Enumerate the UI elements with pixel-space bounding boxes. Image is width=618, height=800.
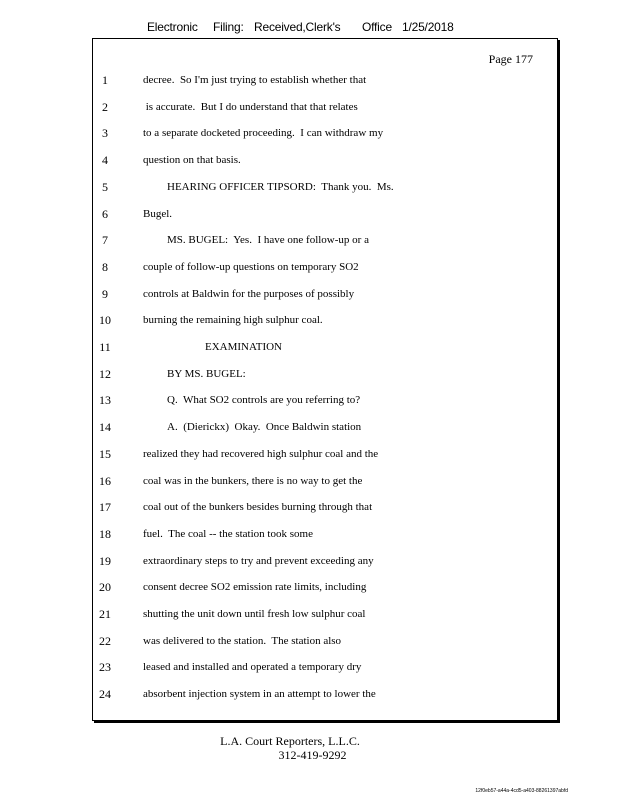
transcript-line: Bugel. (143, 208, 173, 220)
line-number: 10 (99, 313, 111, 327)
transcript-line: shutting the unit down until fresh low sulphur coal (143, 608, 366, 620)
transcript-line: BY MS. BUGEL: (167, 368, 246, 380)
line-number: 4 (102, 153, 108, 167)
line-number: 21 (99, 607, 111, 621)
page-footer (0, 734, 580, 762)
line-number: 19 (99, 554, 111, 568)
transcript-line: extraordinary steps to try and prevent exceeding any (143, 555, 374, 567)
filing-header-date: 1/25/2018 (402, 20, 454, 34)
line-number: 16 (99, 474, 111, 488)
page-number: Page 177 (488, 52, 533, 66)
line-number: 8 (102, 260, 108, 274)
transcript-line: realized they had recovered high sulphur coal and the (143, 448, 379, 460)
filing-header-office: Office (362, 20, 392, 34)
line-number: 15 (99, 447, 111, 461)
line-number: 2 (102, 100, 108, 114)
document-hash: 12f0eb57-a44a-4cd5-a403-88261397abfd (475, 788, 568, 794)
transcript-line: fuel. The coal -- the station took some (143, 528, 313, 540)
line-number: 22 (99, 634, 111, 648)
line-number: 9 (102, 287, 108, 301)
line-number: 13 (99, 393, 111, 407)
transcript-line: to a separate docketed proceeding. I can withdraw my (143, 127, 384, 139)
filing-header-filing: Filing: (213, 20, 244, 34)
transcript-line: couple of follow-up questions on temporary SO2 (143, 261, 359, 273)
electronic-filing-header (147, 20, 454, 34)
transcript-line: MS. BUGEL: Yes. I have one follow-up or a (167, 234, 369, 246)
line-number: 11 (99, 340, 111, 354)
transcript-line: question on that basis. (143, 154, 241, 166)
line-number: 12 (99, 367, 111, 381)
line-number: 17 (99, 500, 111, 514)
line-number: 24 (99, 687, 111, 701)
filing-header-received: Received,Clerk's (254, 20, 341, 34)
line-number: 20 (99, 580, 111, 594)
line-number: 14 (99, 420, 111, 434)
court-reporter-name: L.A. Court Reporters, L.L.C. (220, 734, 360, 748)
transcript-line: decree. So I'm just trying to establish whether that (143, 74, 367, 86)
line-number: 7 (102, 233, 108, 247)
line-number: 23 (99, 660, 111, 674)
transcript-line: absorbent injection system in an attempt to lower the (143, 688, 376, 700)
transcript-line: coal was in the bunkers, there is no way to get the (143, 475, 363, 487)
line-number: 6 (102, 207, 108, 221)
line-number: 1 (102, 73, 108, 87)
transcript-line: coal out of the bunkers besides burning through that (143, 501, 373, 513)
court-reporter-phone: 312-419-9292 (278, 748, 347, 762)
transcript-line: burning the remaining high sulphur coal. (143, 314, 323, 326)
transcript-line: consent decree SO2 emission rate limits, including (143, 581, 367, 593)
line-number: 3 (102, 126, 108, 140)
transcript-line: leased and installed and operated a temporary dry (143, 661, 362, 673)
transcript-line: A. (Dierickx) Okay. Once Baldwin station (167, 421, 362, 433)
line-number: 18 (99, 527, 111, 541)
filing-header-electronic: Electronic (147, 20, 198, 34)
transcript-line: HEARING OFFICER TIPSORD: Thank you. Ms. (167, 181, 394, 193)
transcript-line: was delivered to the station. The station also (143, 635, 342, 647)
line-number: 5 (102, 180, 108, 194)
transcript-line: controls at Baldwin for the purposes of possibly (143, 288, 355, 300)
transcript-line: is accurate. But I do understand that that relates (143, 101, 358, 113)
transcript-line: Q. What SO2 controls are you referring to? (167, 394, 361, 406)
transcript-line: EXAMINATION (205, 341, 282, 353)
